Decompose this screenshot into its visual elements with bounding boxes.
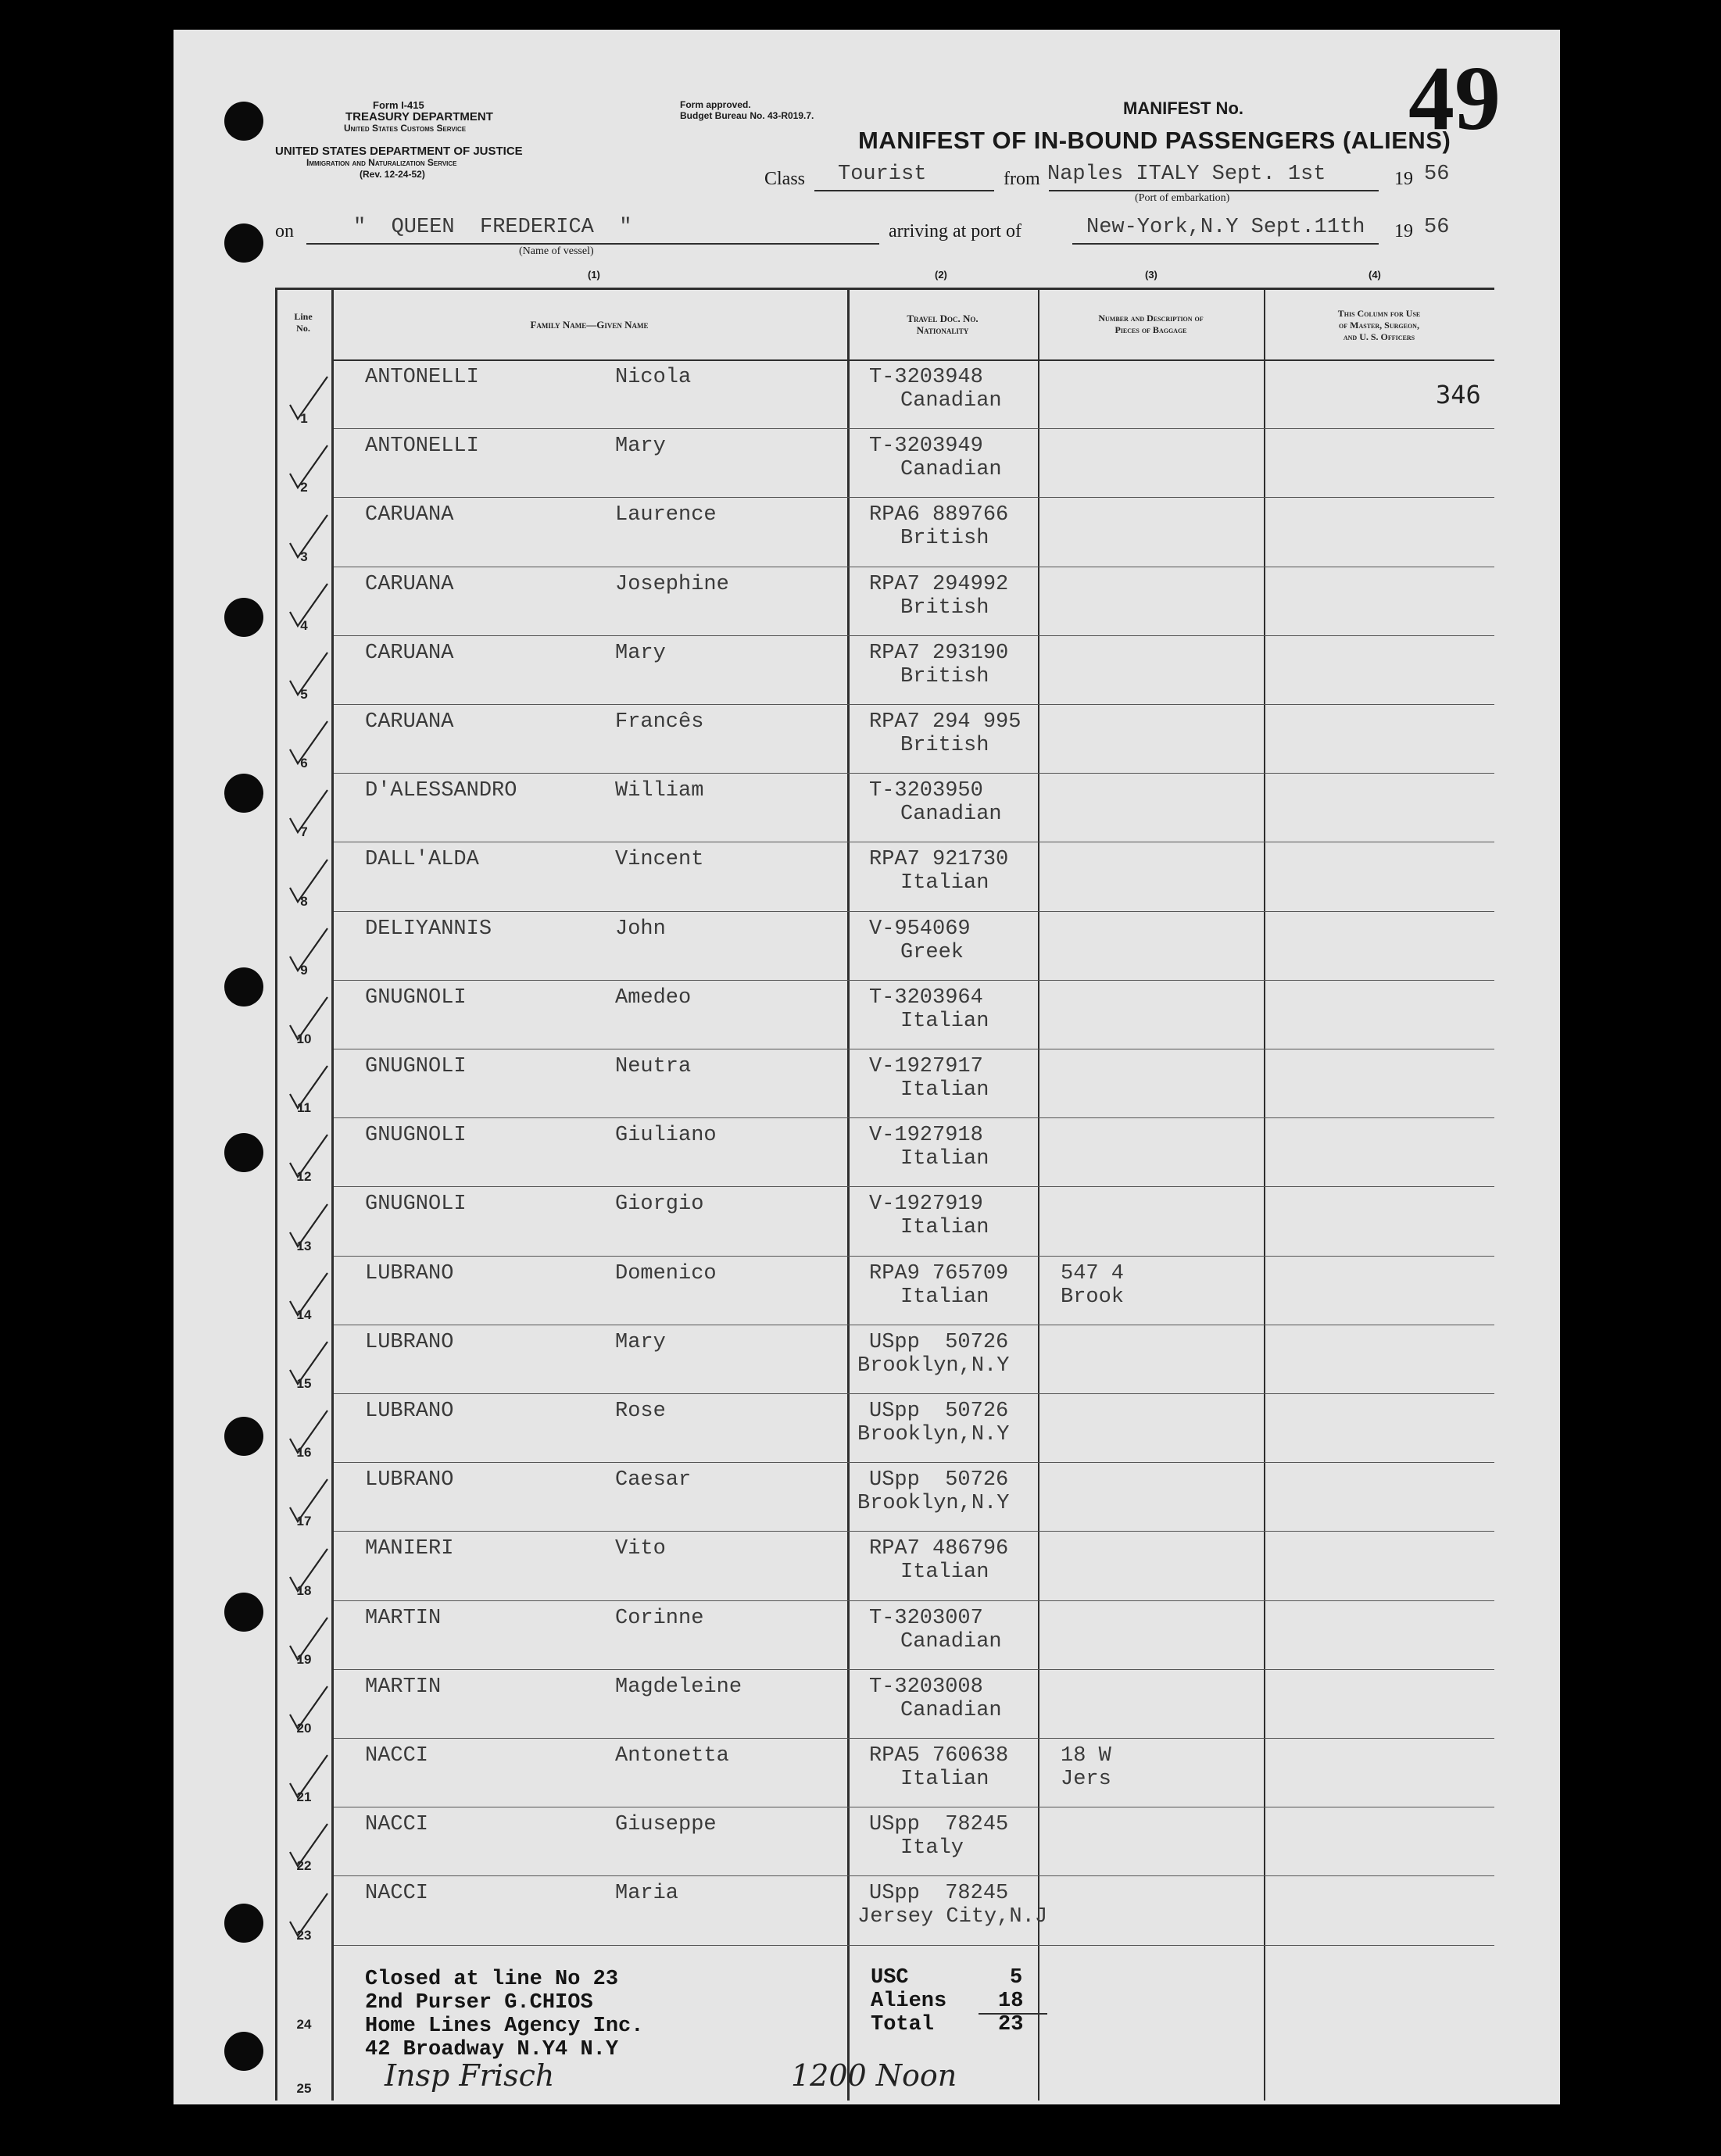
- given-name: Mary: [615, 641, 666, 665]
- given-name: Mary: [615, 1330, 666, 1354]
- line-number: 7: [300, 824, 308, 840]
- justice-dept: UNITED STATES DEPARTMENT OF JUSTICE: [275, 145, 523, 158]
- given-name: Giuliano: [615, 1124, 717, 1148]
- binder-hole: [224, 2032, 263, 2071]
- check-mark-icon: [287, 1271, 334, 1326]
- header-baggage: Number and Description of Pieces of Baggage: [1098, 313, 1204, 335]
- table-row: [275, 637, 1494, 706]
- given-name: Antonetta: [615, 1744, 729, 1768]
- line-number: 20: [296, 1720, 312, 1736]
- inspection-time: 1200 Noon: [791, 2058, 957, 2093]
- usc-value: 5: [1010, 1966, 1023, 1990]
- vessel-underline: [306, 243, 879, 245]
- binder-hole: [224, 102, 263, 141]
- table-row: [275, 1808, 1494, 1877]
- family-name: LUBRANO: [365, 1468, 454, 1493]
- nationality: Canadian: [900, 458, 1002, 482]
- nationality: Brooklyn,N.Y: [857, 1492, 1010, 1516]
- aliens-label: Aliens: [871, 1990, 947, 2013]
- baggage-line-1: 547 4: [1061, 1261, 1125, 1285]
- line-number: 17: [296, 1514, 312, 1529]
- family-name: GNUGNOLI: [365, 1124, 467, 1148]
- travel-doc-number: V-1927919: [869, 1192, 983, 1217]
- line-number: 10: [296, 1031, 312, 1046]
- family-name: CARUANA: [365, 710, 454, 734]
- table-row: [275, 499, 1494, 567]
- table-row: [275, 1464, 1494, 1532]
- agency-address: 42 Broadway N.Y4 N.Y: [365, 2038, 619, 2061]
- binder-hole: [224, 1417, 263, 1456]
- travel-doc-number: USpp 78245: [869, 1813, 1009, 1837]
- baggage-line-2: Brook: [1061, 1285, 1125, 1309]
- travel-doc-number: USpp 50726: [869, 1468, 1009, 1493]
- check-mark-icon: [287, 513, 334, 568]
- from-value: Naples ITALY Sept. 1st: [1047, 163, 1326, 186]
- family-name: ANTONELLI: [365, 434, 479, 459]
- family-name: CARUANA: [365, 503, 454, 527]
- family-name: GNUGNOLI: [365, 1192, 467, 1217]
- check-mark-icon: [287, 651, 334, 706]
- nationality: Canadian: [900, 1629, 1002, 1654]
- travel-doc-number: USpp 50726: [869, 1330, 1009, 1354]
- manifest-title: MANIFEST OF IN-BOUND PASSENGERS (ALIENS): [858, 127, 1451, 154]
- form-approved: Form approved.: [680, 99, 751, 110]
- given-name: Rose: [615, 1400, 666, 1423]
- given-name: Amedeo: [615, 985, 692, 1010]
- binder-hole: [224, 774, 263, 813]
- table-row: [275, 430, 1494, 499]
- baggage-line-2: Jers: [1061, 1768, 1111, 1791]
- line-number: 5: [300, 686, 308, 702]
- line-number: 3: [300, 549, 308, 564]
- nationality: Canadian: [900, 1698, 1002, 1722]
- nationality: Italian: [900, 871, 989, 896]
- travel-doc-number: T-3203964: [869, 985, 983, 1010]
- line-number: 23: [296, 1927, 312, 1943]
- check-mark-icon: [287, 1754, 334, 1808]
- nationality: Italian: [900, 1768, 989, 1791]
- treasury-dept: TREASURY DEPARTMENT: [345, 110, 493, 123]
- travel-doc-number: RPA6 889766: [869, 503, 1009, 527]
- family-name: CARUANA: [365, 641, 454, 665]
- check-mark-icon: [287, 927, 334, 981]
- table-row: [275, 568, 1494, 637]
- binder-hole: [224, 598, 263, 637]
- line-number: 11: [297, 1100, 311, 1116]
- line-number: 13: [296, 1238, 312, 1253]
- table-row: [275, 1326, 1494, 1395]
- check-mark-icon: [287, 1822, 334, 1877]
- nationality: Italian: [900, 1147, 989, 1171]
- line-number: 6: [300, 756, 308, 771]
- given-name: Francês: [615, 710, 704, 734]
- customs-service: United States Customs Service: [344, 123, 467, 134]
- family-name: DELIYANNIS: [365, 917, 492, 941]
- line-number: 14: [296, 1307, 312, 1322]
- header-name: Family Name—Given Name: [530, 319, 649, 331]
- from-underline: [1049, 190, 1379, 191]
- class-value: Tourist: [838, 163, 927, 186]
- travel-doc-number: T-3203948: [869, 366, 983, 389]
- on-label: on: [275, 221, 294, 241]
- family-name: NACCI: [365, 1744, 429, 1768]
- check-mark-icon: [287, 375, 334, 430]
- from-label: from: [1004, 169, 1040, 189]
- travel-doc-number: T-3203007: [869, 1606, 983, 1630]
- given-name: Magdeleine: [615, 1675, 742, 1699]
- line-number: 1: [300, 411, 308, 427]
- total-label: Total: [871, 2013, 935, 2036]
- nationality: Italian: [900, 1009, 989, 1033]
- family-name: NACCI: [365, 1813, 429, 1837]
- check-mark-icon: [287, 996, 334, 1050]
- nationality: Italian: [900, 1561, 989, 1585]
- check-mark-icon: [287, 858, 334, 913]
- family-name: ANTONELLI: [365, 366, 479, 389]
- family-name: MARTIN: [365, 1606, 442, 1630]
- line-number: 12: [296, 1169, 312, 1185]
- travel-doc-number: RPA7 921730: [869, 848, 1009, 872]
- travel-doc-number: T-3203008: [869, 1675, 983, 1699]
- table-row: [275, 1602, 1494, 1671]
- travel-doc-number: RPA7 294992: [869, 572, 1009, 596]
- given-name: Corinne: [615, 1606, 704, 1630]
- margin-note: 346: [1436, 380, 1481, 409]
- arriving-underline: [1072, 243, 1379, 245]
- travel-doc-number: RPA9 765709: [869, 1261, 1009, 1285]
- ins-service: Immigration and Naturalization Service: [306, 157, 457, 168]
- nationality: Italy: [900, 1836, 964, 1861]
- inspector-signature: Insp Frisch: [385, 2058, 555, 2093]
- travel-doc-number: USpp 50726: [869, 1400, 1009, 1423]
- travel-doc-number: V-954069: [869, 917, 971, 941]
- check-mark-icon: [287, 1892, 334, 1947]
- check-mark-icon: [287, 1478, 334, 1532]
- column-number-2: (2): [935, 269, 947, 281]
- from-year-suffix: 56: [1424, 163, 1450, 186]
- nationality: Brooklyn,N.Y: [857, 1423, 1010, 1446]
- aliens-value: 18: [998, 1990, 1024, 2013]
- nationality: Canadian: [900, 803, 1002, 827]
- class-label: Class: [764, 169, 806, 189]
- family-name: CARUANA: [365, 572, 454, 596]
- family-name: MARTIN: [365, 1675, 442, 1699]
- given-name: Mary: [615, 434, 666, 459]
- table-row: [275, 1739, 1494, 1808]
- baggage-line-1: 18 W: [1061, 1744, 1111, 1768]
- family-name: D'ALESSANDRO: [365, 779, 517, 803]
- family-name: LUBRANO: [365, 1400, 454, 1423]
- revision-date: (Rev. 12-24-52): [360, 169, 425, 180]
- manifest-no-label: MANIFEST No.: [1123, 98, 1243, 118]
- check-mark-icon: [287, 1547, 334, 1602]
- table-row: [275, 843, 1494, 912]
- table-row: [275, 774, 1494, 843]
- nationality: Italian: [900, 1285, 989, 1309]
- purser: 2nd Purser G.CHIOS: [365, 1991, 593, 2015]
- line-number: 15: [296, 1375, 312, 1391]
- binder-hole: [224, 967, 263, 1006]
- embarkation-note: (Port of embarkation): [1135, 192, 1230, 204]
- travel-doc-number: USpp 78245: [869, 1882, 1009, 1906]
- travel-doc-number: T-3203950: [869, 779, 983, 803]
- given-name: Caesar: [615, 1468, 692, 1493]
- column-number-3: (3): [1145, 269, 1157, 281]
- line-number: 9: [300, 962, 308, 978]
- given-name: John: [615, 917, 666, 941]
- table-row: [275, 361, 1494, 430]
- budget-bureau: Budget Bureau No. 43-R019.7.: [680, 110, 814, 121]
- nationality: Jersey City,N.J: [857, 1905, 1048, 1929]
- line-number: 16: [296, 1445, 312, 1461]
- check-mark-icon: [287, 1685, 334, 1739]
- binder-hole: [224, 223, 263, 263]
- given-name: William: [615, 779, 704, 803]
- arriving-year-prefix: 19: [1394, 221, 1413, 241]
- given-name: Nicola: [615, 366, 692, 389]
- check-mark-icon: [287, 1064, 334, 1119]
- family-name: MANIERI: [365, 1537, 454, 1561]
- table-row: [275, 706, 1494, 774]
- table-row: [275, 1877, 1494, 1946]
- usc-label: USC: [871, 1966, 909, 1990]
- header-officers: This Column for Use of Master, Surgeon, and U. S. Officers: [1337, 308, 1421, 342]
- nationality: British: [900, 527, 989, 551]
- passenger-table: [275, 288, 1494, 2101]
- given-name: Giorgio: [615, 1192, 704, 1217]
- nationality: Italian: [900, 1078, 989, 1102]
- nationality: British: [900, 734, 989, 757]
- family-name: NACCI: [365, 1882, 429, 1906]
- column-number-4: (4): [1369, 269, 1381, 281]
- arriving-value: New-York,N.Y Sept.11th: [1086, 216, 1365, 239]
- line-number: 2: [300, 480, 308, 495]
- given-name: Josephine: [615, 572, 729, 596]
- arriving-label: arriving at port of: [889, 221, 1022, 241]
- travel-doc-number: V-1927918: [869, 1124, 983, 1148]
- line-number: 18: [296, 1582, 312, 1598]
- agency: Home Lines Agency Inc.: [365, 2015, 644, 2038]
- check-mark-icon: [287, 1340, 334, 1395]
- manifest-sheet: [174, 30, 1560, 2104]
- check-mark-icon: [287, 1616, 334, 1671]
- line-number: 4: [300, 617, 308, 633]
- travel-doc-number: RPA7 486796: [869, 1537, 1009, 1561]
- given-name: Giuseppe: [615, 1813, 717, 1837]
- vessel-name: " QUEEN FREDERICA ": [353, 216, 632, 239]
- line-number: 8: [300, 893, 308, 909]
- check-mark-icon: [287, 1133, 334, 1188]
- closed-at-line: Closed at line No 23: [365, 1968, 619, 1991]
- line-number: 19: [296, 1651, 312, 1667]
- family-name: LUBRANO: [365, 1330, 454, 1354]
- given-name: Vincent: [615, 848, 704, 872]
- nationality: Greek: [900, 940, 964, 964]
- line-number: 24: [296, 2017, 312, 2032]
- from-year-prefix: 19: [1394, 169, 1413, 189]
- family-name: LUBRANO: [365, 1261, 454, 1285]
- given-name: Domenico: [615, 1261, 717, 1285]
- arriving-year-suffix: 56: [1424, 216, 1450, 239]
- table-row: [275, 1050, 1494, 1119]
- given-name: Vito: [615, 1537, 666, 1561]
- manifest-number: 49: [1408, 47, 1501, 149]
- table-row: [275, 913, 1494, 981]
- vessel-note: (Name of vessel): [519, 245, 594, 257]
- travel-doc-number: RPA7 294 995: [869, 710, 1022, 734]
- table-row: [275, 1188, 1494, 1257]
- nationality: Canadian: [900, 389, 1002, 413]
- table-row: [275, 1395, 1494, 1464]
- given-name: Neutra: [615, 1055, 692, 1078]
- check-mark-icon: [287, 1409, 334, 1464]
- table-row: [275, 1532, 1494, 1601]
- travel-doc-number: V-1927917: [869, 1055, 983, 1078]
- line-number: 22: [296, 1858, 312, 1874]
- header-line-no: Line No.: [294, 311, 313, 334]
- table-row: [275, 1119, 1494, 1188]
- nationality: British: [900, 664, 989, 688]
- column-number-1: (1): [588, 269, 600, 281]
- given-name: Maria: [615, 1882, 679, 1906]
- total-value: 23: [998, 2013, 1024, 2036]
- travel-doc-number: RPA7 293190: [869, 641, 1009, 665]
- binder-hole: [224, 1593, 263, 1632]
- binder-hole: [224, 1904, 263, 1943]
- check-mark-icon: [287, 788, 334, 843]
- binder-hole: [224, 1133, 263, 1172]
- travel-doc-number: T-3203949: [869, 434, 983, 459]
- check-mark-icon: [287, 582, 334, 637]
- nationality: Italian: [900, 1216, 989, 1240]
- family-name: GNUGNOLI: [365, 1055, 467, 1078]
- given-name: Laurence: [615, 503, 717, 527]
- form-number: Form I-415: [373, 99, 424, 111]
- header-travel-doc: Travel Doc. No. Nationality: [907, 313, 979, 336]
- line-number: 21: [296, 1790, 312, 1805]
- line-number: 25: [296, 2081, 312, 2096]
- nationality: British: [900, 595, 989, 620]
- class-underline: [814, 190, 994, 191]
- family-name: GNUGNOLI: [365, 985, 467, 1010]
- nationality: Brooklyn,N.Y: [857, 1353, 1010, 1378]
- check-mark-icon: [287, 720, 334, 774]
- table-row: [275, 1257, 1494, 1326]
- travel-doc-number: RPA5 760638: [869, 1744, 1009, 1768]
- check-mark-icon: [287, 1203, 334, 1257]
- table-row: [275, 1671, 1494, 1739]
- check-mark-icon: [287, 444, 334, 499]
- table-row: [275, 981, 1494, 1050]
- family-name: DALL'ALDA: [365, 848, 479, 872]
